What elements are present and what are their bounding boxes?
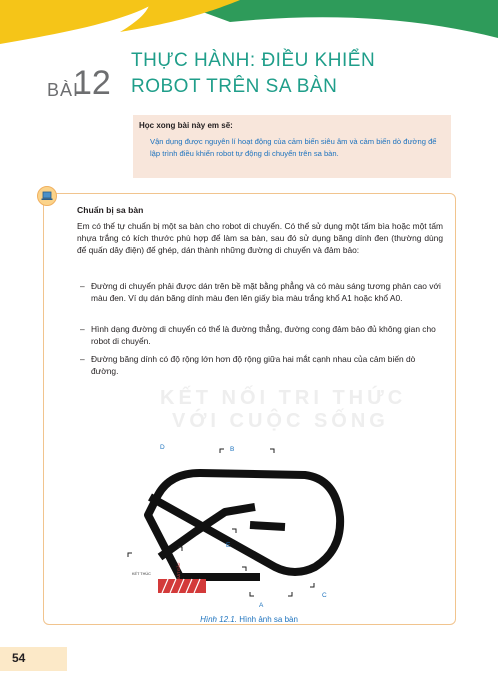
list-item-text: Hình dạng đường di chuyển có thể là đường thẳng, đường cong đảm bảo đủ không gian cho robot di chuyển. xyxy=(91,324,436,346)
objectives-box xyxy=(133,115,451,178)
bullet-dash: – xyxy=(80,354,85,364)
section-paragraph: Em có thể tự chuẩn bị một sa bàn cho robot di chuyển. Có thể sử dụng một tấm bìa hoặc một tấm nhựa trắng có kích thước phù hợp để làm sa bàn, sau đó sử dụng băng dính đen (thường dùng để quấn dây điện) để ghép, dán thành những đường di chuyển và đảm bảo: xyxy=(77,221,443,255)
label-start: BẮT ĐẦU xyxy=(177,562,181,579)
page-number-box xyxy=(0,647,67,671)
list-item xyxy=(80,280,444,304)
page-number: 54 xyxy=(12,651,26,665)
objectives-heading: Học xong bài này em sẽ: xyxy=(139,121,233,130)
label-a: A xyxy=(259,602,264,609)
label-finish: KẾT THÚC xyxy=(132,572,151,576)
bullet-dash: – xyxy=(80,281,85,291)
caption-number: Hình 12.1. xyxy=(200,615,237,624)
label-d: D xyxy=(160,444,165,451)
list-item xyxy=(80,323,444,347)
track-diagram xyxy=(120,437,370,612)
label-b: B xyxy=(230,446,235,453)
lesson-number: 12 xyxy=(73,64,111,102)
caption-text: Hình ảnh sa bàn xyxy=(236,615,298,624)
track-lines xyxy=(148,473,340,577)
list-item-text: Đường di chuyển phải được dán trên bề mặt bằng phẳng và có màu sáng tương phản cao với màu đen. Ví dụ dán băng dính màu đen lên giấy bìa màu trắng khổ A1 hoặc khổ A0. xyxy=(91,281,441,303)
watermark-line-2: VỚI CUỘC SỐNG xyxy=(172,410,389,432)
objectives-text: Vận dụng được nguyên lí hoạt động của cảm biến siêu âm và cảm biến dò đường để lập trình điều khiển robot tự động di chuyển trên sa bàn. xyxy=(150,137,437,158)
laptop-icon xyxy=(37,186,57,206)
lesson-title-line-2: ROBOT TRÊN SA BÀN xyxy=(131,76,338,97)
section-heading: Chuẩn bị sa bàn xyxy=(77,205,144,215)
list-item xyxy=(80,353,444,377)
bullet-dash: – xyxy=(80,324,85,334)
figure-caption xyxy=(0,615,498,624)
watermark-line-1: KẾT NỐI TRI THỨC xyxy=(160,387,407,409)
list-item-text: Đường băng dính có độ rộng lớn hơn độ rộng giữa hai mắt cạnh nhau của cảm biến dò đường. xyxy=(91,354,416,376)
label-c: C xyxy=(322,592,327,599)
lesson-title-line-1: THỰC HÀNH: ĐIỀU KHIỂN xyxy=(131,50,376,71)
label-e: E xyxy=(226,542,231,549)
lesson-label: BÀI xyxy=(47,80,80,100)
